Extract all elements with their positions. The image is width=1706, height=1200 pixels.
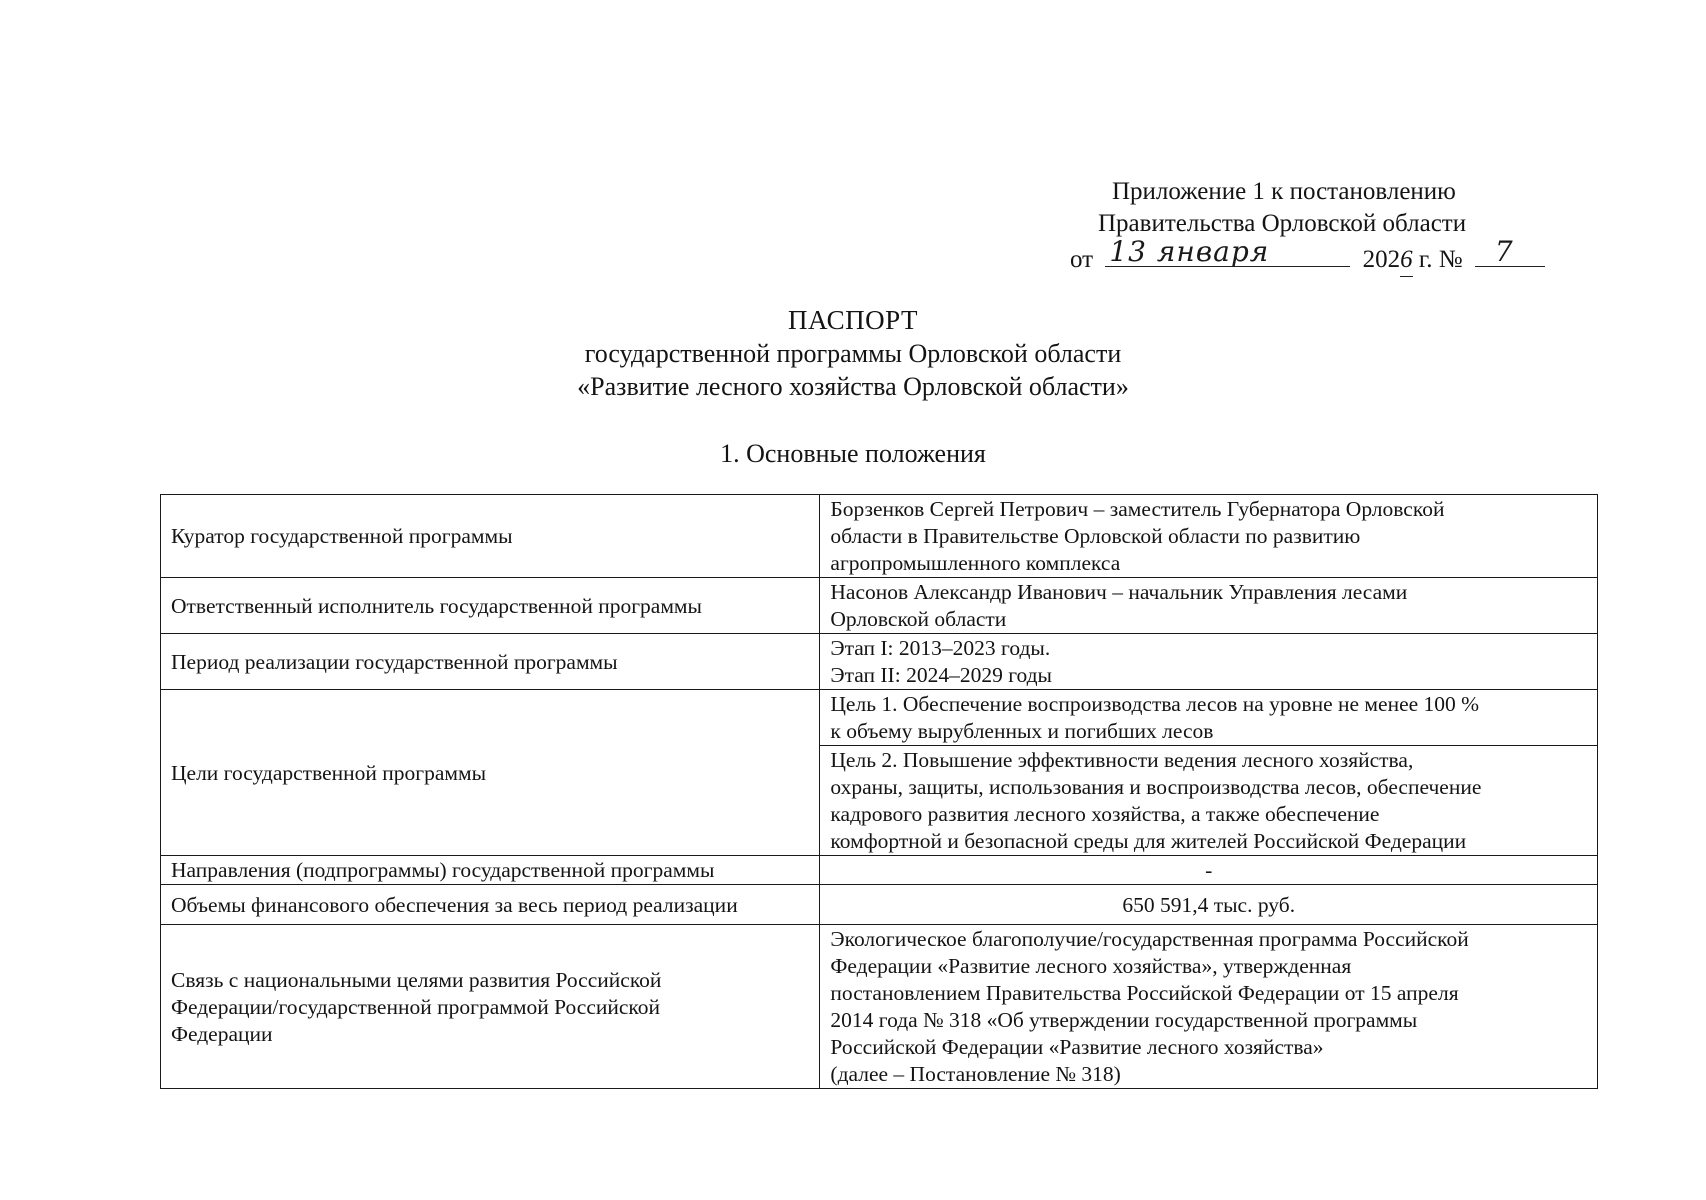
label-line: Федерации bbox=[171, 1021, 273, 1046]
value-line: Цель 2. Повышение эффективности ведения лесного хозяйства, bbox=[830, 748, 1414, 772]
title-line-2: государственной программы Орловской области bbox=[584, 339, 1122, 368]
value-line: 2014 года № 318 «Об утверждении государственной программы bbox=[830, 1008, 1418, 1032]
row-label: Ответственный исполнитель государственной программы bbox=[161, 578, 820, 634]
passport-table bbox=[160, 494, 1598, 1089]
table-row bbox=[161, 495, 1598, 578]
title-main: ПАСПОРТ bbox=[788, 305, 918, 335]
goal-2-value bbox=[820, 746, 1598, 856]
number-blank bbox=[1475, 235, 1545, 268]
value-line: (далее – Постановление № 318) bbox=[830, 1062, 1121, 1086]
row-label: Цели государственной программы bbox=[161, 690, 820, 856]
year-handwritten: 6 bbox=[1400, 244, 1413, 277]
table-row bbox=[161, 885, 1598, 925]
handwritten-date: 13 января bbox=[1109, 235, 1270, 268]
row-value bbox=[820, 495, 1598, 578]
value-line: области в Правительстве Орловской области по развитию bbox=[830, 524, 1361, 548]
value-line: Экологическое благополучие/государственная программа Российской bbox=[830, 927, 1469, 951]
row-value: - bbox=[820, 856, 1598, 885]
handwritten-number: 7 bbox=[1494, 235, 1514, 268]
year-prefix: 202 bbox=[1362, 246, 1401, 273]
row-label: Направления (подпрограммы) государственной программы bbox=[161, 856, 820, 885]
value-line: Насонов Александр Иванович – начальник Управления лесами bbox=[830, 580, 1408, 604]
row-label: Период реализации государственной программы bbox=[161, 634, 820, 690]
table-row bbox=[161, 856, 1598, 885]
value-line: к объему вырубленных и погибших лесов bbox=[830, 719, 1214, 743]
from-label: от bbox=[1070, 246, 1094, 273]
section-heading: 1. Основные положения bbox=[720, 439, 986, 468]
value-line: Федерации «Развитие лесного хозяйства», утвержденная bbox=[830, 954, 1352, 978]
appendix-line-1: Приложение 1 к постановлению bbox=[1112, 178, 1456, 205]
goal-1-value bbox=[820, 690, 1598, 746]
value-line: Орловской области bbox=[830, 607, 1007, 631]
value-line: Российской Федерации «Развитие лесного хозяйства» bbox=[830, 1035, 1324, 1059]
value-line: Борзенков Сергей Петрович – заместитель Губернатора Орловской bbox=[830, 497, 1445, 521]
value-line: кадрового развития лесного хозяйства, а также обеспечение bbox=[830, 802, 1380, 826]
value-line: Этап II: 2024–2029 годы bbox=[830, 663, 1052, 687]
value-line: постановлением Правительства Российской Федерации от 15 апреля bbox=[830, 981, 1459, 1005]
row-label: Куратор государственной программы bbox=[161, 495, 820, 578]
appendix-line-2: Правительства Орловской области bbox=[1098, 210, 1467, 237]
value-line: Цель 1. Обеспечение воспроизводства лесов на уровне не менее 100 % bbox=[830, 692, 1480, 716]
value-line: агропромышленного комплекса bbox=[830, 551, 1121, 575]
year-suffix: г. № bbox=[1412, 246, 1463, 273]
document-title bbox=[0, 304, 1706, 403]
date-blank bbox=[1105, 235, 1350, 268]
row-value bbox=[820, 578, 1598, 634]
title-line-3: «Развитие лесного хозяйства Орловской области» bbox=[577, 372, 1129, 401]
value-line: Этап I: 2013–2023 годы. bbox=[830, 636, 1051, 660]
row-label: Объемы финансового обеспечения за весь период реализации bbox=[161, 885, 820, 925]
appendix-date-line bbox=[1070, 235, 1545, 277]
row-value bbox=[820, 925, 1598, 1089]
label-line: Федерации/государственной программой Российской bbox=[171, 994, 661, 1019]
row-value bbox=[820, 634, 1598, 690]
table-row bbox=[161, 690, 1598, 746]
value-line: охраны, защиты, использования и воспроизводства лесов, обеспечение bbox=[830, 775, 1482, 799]
label-line: Связь с национальными целями развития Российской bbox=[171, 967, 662, 992]
row-value: 650 591,4 тыс. руб. bbox=[820, 885, 1598, 925]
row-label bbox=[161, 925, 820, 1089]
value-line: комфортной и безопасной среды для жителей Российской Федерации bbox=[830, 829, 1467, 853]
table-row bbox=[161, 634, 1598, 690]
table-row bbox=[161, 578, 1598, 634]
table-row bbox=[161, 925, 1598, 1089]
